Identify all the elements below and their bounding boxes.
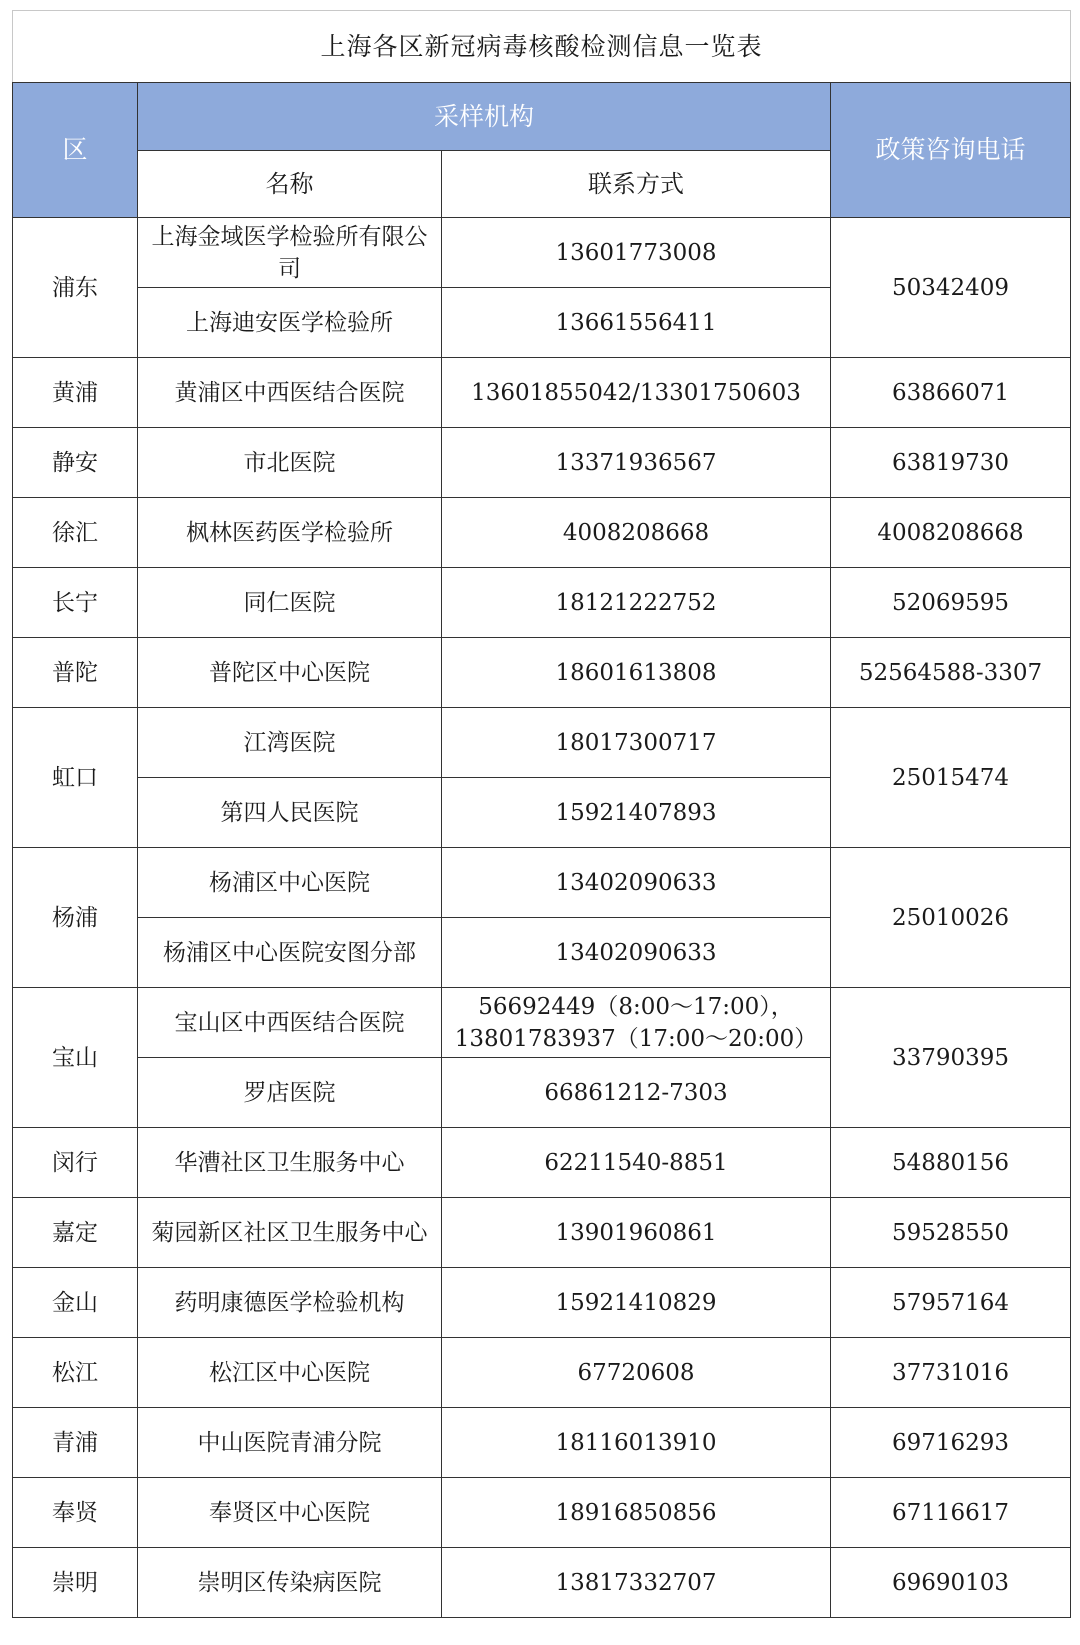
policy-phone-cell: 37731016 — [831, 1338, 1071, 1408]
contact-cell: 13371936567 — [442, 428, 831, 498]
table-row — [13, 638, 1071, 708]
table-row — [13, 498, 1071, 568]
institution-name-cell: 上海金域医学检验所有限公司 — [138, 218, 442, 288]
policy-phone-cell: 69690103 — [831, 1548, 1071, 1618]
policy-phone-cell: 59528550 — [831, 1198, 1071, 1268]
district-cell: 杨浦 — [13, 848, 138, 988]
district-cell: 徐汇 — [13, 498, 138, 568]
contact-cell: 18121222752 — [442, 568, 831, 638]
table-row — [13, 1128, 1071, 1198]
policy-phone-cell: 69716293 — [831, 1408, 1071, 1478]
table-title: 上海各区新冠病毒核酸检测信息一览表 — [13, 11, 1071, 83]
contact-cell: 13661556411 — [442, 288, 831, 358]
institution-name-cell: 黄浦区中西医结合医院 — [138, 358, 442, 428]
table-row — [13, 568, 1071, 638]
table-row — [13, 708, 1071, 778]
table-row — [13, 848, 1071, 918]
contact-cell: 13402090633 — [442, 848, 831, 918]
institution-name-cell: 药明康德医学检验机构 — [138, 1268, 442, 1338]
policy-phone-cell: 52069595 — [831, 568, 1071, 638]
institution-name-cell: 江湾医院 — [138, 708, 442, 778]
table-body — [13, 218, 1071, 1618]
contact-cell: 62211540-8851 — [442, 1128, 831, 1198]
institution-name-cell: 上海迪安医学检验所 — [138, 288, 442, 358]
table-row — [13, 1478, 1071, 1548]
policy-phone-cell: 4008208668 — [831, 498, 1071, 568]
contact-cell: 15921407893 — [442, 778, 831, 848]
institution-name-cell: 奉贤区中心医院 — [138, 1478, 442, 1548]
header-name: 名称 — [138, 151, 442, 218]
district-cell: 松江 — [13, 1338, 138, 1408]
institution-name-cell: 同仁医院 — [138, 568, 442, 638]
contact-cell: 4008208668 — [442, 498, 831, 568]
policy-phone-cell: 52564588-3307 — [831, 638, 1071, 708]
contact-cell: 13901960861 — [442, 1198, 831, 1268]
header-institution: 采样机构 — [138, 83, 831, 151]
policy-phone-cell: 25010026 — [831, 848, 1071, 988]
policy-phone-cell: 57957164 — [831, 1268, 1071, 1338]
district-cell: 浦东 — [13, 218, 138, 358]
contact-cell: 67720608 — [442, 1338, 831, 1408]
institution-name-cell: 菊园新区社区卫生服务中心 — [138, 1198, 442, 1268]
contact-cell: 13402090633 — [442, 918, 831, 988]
contact-cell: 15921410829 — [442, 1268, 831, 1338]
policy-phone-cell: 25015474 — [831, 708, 1071, 848]
institution-name-cell: 枫林医药医学检验所 — [138, 498, 442, 568]
policy-phone-cell: 63819730 — [831, 428, 1071, 498]
table-row — [13, 1198, 1071, 1268]
table-row — [13, 1548, 1071, 1618]
table-row — [13, 988, 1071, 1058]
testing-info-table — [12, 10, 1071, 1618]
institution-name-cell: 宝山区中西医结合医院 — [138, 988, 442, 1058]
contact-cell: 13817332707 — [442, 1548, 831, 1618]
institution-name-cell: 第四人民医院 — [138, 778, 442, 848]
institution-name-cell: 罗店医院 — [138, 1058, 442, 1128]
table-row — [13, 358, 1071, 428]
contact-cell: 56692449（8:00～17:00），13801783937（17:00～20:00） — [442, 988, 831, 1058]
table-container — [12, 10, 1070, 1618]
district-cell: 虹口 — [13, 708, 138, 848]
policy-phone-cell: 67116617 — [831, 1478, 1071, 1548]
institution-name-cell: 松江区中心医院 — [138, 1338, 442, 1408]
policy-phone-cell: 63866071 — [831, 358, 1071, 428]
district-cell: 奉贤 — [13, 1478, 138, 1548]
contact-cell: 13601773008 — [442, 218, 831, 288]
contact-cell: 18017300717 — [442, 708, 831, 778]
institution-name-cell: 杨浦区中心医院安图分部 — [138, 918, 442, 988]
policy-phone-cell: 50342409 — [831, 218, 1071, 358]
institution-name-cell: 杨浦区中心医院 — [138, 848, 442, 918]
institution-name-cell: 崇明区传染病医院 — [138, 1548, 442, 1618]
district-cell: 嘉定 — [13, 1198, 138, 1268]
policy-phone-cell: 54880156 — [831, 1128, 1071, 1198]
district-cell: 崇明 — [13, 1548, 138, 1618]
policy-phone-cell: 33790395 — [831, 988, 1071, 1128]
table-row — [13, 428, 1071, 498]
header-contact: 联系方式 — [442, 151, 831, 218]
header-district: 区 — [13, 83, 138, 218]
institution-name-cell: 市北医院 — [138, 428, 442, 498]
district-cell: 长宁 — [13, 568, 138, 638]
contact-cell: 18916850856 — [442, 1478, 831, 1548]
institution-name-cell: 中山医院青浦分院 — [138, 1408, 442, 1478]
table-row — [13, 1408, 1071, 1478]
table-row — [13, 218, 1071, 288]
district-cell: 闵行 — [13, 1128, 138, 1198]
contact-cell: 18601613808 — [442, 638, 831, 708]
district-cell: 普陀 — [13, 638, 138, 708]
header-policy-phone: 政策咨询电话 — [831, 83, 1071, 218]
institution-name-cell: 普陀区中心医院 — [138, 638, 442, 708]
district-cell: 宝山 — [13, 988, 138, 1128]
table-row — [13, 1268, 1071, 1338]
contact-cell: 66861212-7303 — [442, 1058, 831, 1128]
contact-cell: 13601855042/13301750603 — [442, 358, 831, 428]
district-cell: 静安 — [13, 428, 138, 498]
institution-name-cell: 华漕社区卫生服务中心 — [138, 1128, 442, 1198]
district-cell: 金山 — [13, 1268, 138, 1338]
contact-cell: 18116013910 — [442, 1408, 831, 1478]
table-row — [13, 1338, 1071, 1408]
district-cell: 青浦 — [13, 1408, 138, 1478]
district-cell: 黄浦 — [13, 358, 138, 428]
